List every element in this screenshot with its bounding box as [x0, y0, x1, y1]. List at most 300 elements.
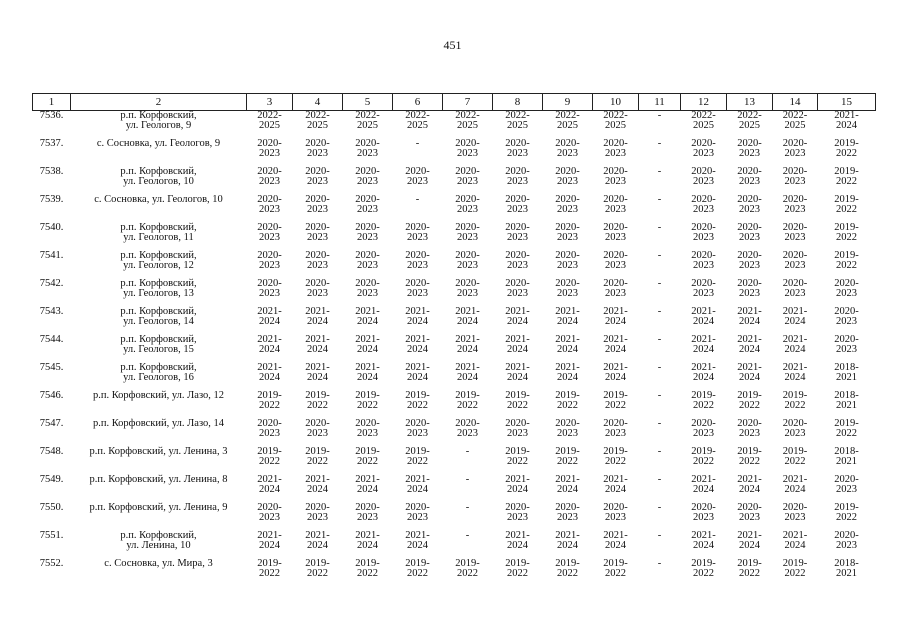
period-cell	[247, 447, 293, 475]
period-end: 2024	[407, 344, 428, 355]
period-start: 2021-	[505, 530, 530, 541]
period-start: 2020-	[505, 222, 530, 233]
period-start: 2022-	[455, 110, 480, 121]
period-end: 2023	[307, 148, 328, 159]
period-cell	[247, 111, 293, 140]
period-cell	[543, 475, 593, 503]
period-end: 2023	[259, 428, 280, 439]
period-end: 2024	[507, 372, 528, 383]
address-line: р.п. Корфовский,	[120, 110, 197, 121]
period-start: 2020-	[691, 138, 716, 149]
period-cell	[393, 391, 443, 419]
period-start: 2019-	[603, 390, 628, 401]
period-start: 2019-	[691, 390, 716, 401]
period-cell	[773, 391, 818, 419]
period-cell	[543, 251, 593, 279]
period-cell	[343, 531, 393, 559]
period-cell	[247, 475, 293, 503]
period-start: 2020-	[555, 166, 580, 177]
period-start: 2021-	[782, 474, 808, 485]
period-start: 2019-	[555, 390, 580, 401]
period-cell	[681, 223, 727, 251]
period-start: 2020-	[691, 418, 716, 429]
period-cell	[343, 419, 393, 447]
period-cell	[727, 531, 773, 559]
period-cell	[818, 279, 876, 307]
address-line: ул. Геологов, 12	[123, 260, 194, 271]
period-end: 2024	[507, 540, 528, 551]
period-start: 2020-	[455, 222, 480, 233]
period-cell	[393, 531, 443, 559]
period-cell	[773, 447, 818, 475]
period-end: 2024	[357, 316, 378, 327]
table-row	[33, 139, 876, 167]
period-start: 2020-	[782, 138, 808, 149]
period-cell	[818, 363, 876, 391]
address-line: с. Сосновка, ул. Геологов, 10	[94, 194, 223, 205]
period-end: 2023	[357, 232, 378, 243]
period-cell	[543, 335, 593, 363]
period-start: 2019-	[257, 558, 282, 569]
row-number: 7547.	[39, 418, 64, 429]
period-end: 2023	[357, 204, 378, 215]
row-number: 7550.	[39, 502, 64, 513]
period-end: 2024	[307, 540, 328, 551]
period-end: 2023	[605, 176, 626, 187]
period-end: 2023	[739, 260, 760, 271]
period-cell	[393, 475, 443, 503]
table-row	[33, 223, 876, 251]
period-start: 2020-	[455, 278, 480, 289]
period-start: 2020-	[691, 166, 716, 177]
period-end: 2022	[407, 400, 428, 411]
period-cell	[293, 111, 343, 140]
period-cell	[443, 419, 493, 447]
address-line: ул. Ленина, 10	[126, 540, 191, 551]
period-start: 2020-	[603, 278, 628, 289]
period-start: 2020-	[355, 166, 380, 177]
address-line: р.п. Корфовский,	[120, 362, 197, 373]
period-start: 2020-	[355, 138, 380, 149]
period-start: 2020-	[505, 250, 530, 261]
period-cell: -	[657, 530, 662, 541]
period-cell: -	[657, 558, 662, 569]
period-cell	[343, 559, 393, 587]
period-end: 2024	[307, 484, 328, 495]
table-row	[33, 363, 876, 391]
period-end: 2024	[784, 316, 806, 327]
period-end: 2021	[836, 372, 857, 383]
period-cell	[543, 531, 593, 559]
period-cell	[293, 223, 343, 251]
period-end: 2024	[307, 344, 328, 355]
period-end: 2023	[407, 232, 428, 243]
period-end: 2023	[739, 232, 760, 243]
period-cell	[443, 251, 493, 279]
period-cell	[543, 363, 593, 391]
period-start: 2020-	[782, 418, 808, 429]
period-start: 2021-	[737, 362, 762, 373]
address-line: р.п. Корфовский, ул. Лазо, 12	[92, 390, 225, 401]
row-number: 7536.	[39, 110, 64, 121]
period-end: 2023	[693, 288, 714, 299]
period-start: 2020-	[355, 278, 380, 289]
period-end: 2022	[407, 568, 428, 579]
period-end: 2025	[557, 120, 578, 131]
period-cell	[543, 559, 593, 587]
period-end: 2023	[784, 288, 806, 299]
period-start: 2021-	[834, 110, 859, 121]
period-cell	[393, 167, 443, 195]
period-start: 2018-	[834, 558, 859, 569]
period-start: 2020-	[305, 222, 330, 233]
address-cell	[71, 447, 247, 475]
period-start: 2020-	[782, 166, 808, 177]
address-line: р.п. Корфовский,	[120, 334, 197, 345]
period-end: 2025	[457, 120, 478, 131]
period-cell	[818, 111, 876, 140]
period-cell: -	[657, 446, 662, 457]
period-end: 2023	[259, 288, 280, 299]
period-end: 2024	[605, 316, 626, 327]
period-end: 2023	[557, 428, 578, 439]
period-cell	[293, 335, 343, 363]
address-line: ул. Геологов, 13	[123, 288, 194, 299]
period-start: 2019-	[355, 390, 380, 401]
period-cell	[393, 223, 443, 251]
period-cell	[293, 251, 343, 279]
address-line: р.п. Корфовский, ул. Ленина, 9	[89, 502, 228, 513]
repair-schedule-table	[32, 93, 876, 587]
period-cell	[393, 447, 443, 475]
period-cell	[543, 167, 593, 195]
period-end: 2024	[407, 540, 428, 551]
period-cell	[443, 307, 493, 335]
period-end: 2024	[357, 372, 378, 383]
period-end: 2023	[693, 148, 714, 159]
period-end: 2022	[693, 456, 714, 467]
period-cell	[393, 279, 443, 307]
period-cell	[493, 251, 543, 279]
period-start: 2021-	[305, 530, 330, 541]
period-start: 2020-	[405, 278, 430, 289]
period-start: 2019-	[834, 250, 859, 261]
period-end: 2024	[784, 484, 806, 495]
period-start: 2019-	[305, 390, 330, 401]
row-number: 7546.	[39, 390, 64, 401]
address-line: с. Сосновка, ул. Геологов, 9	[96, 138, 221, 149]
period-start: 2020-	[505, 278, 530, 289]
period-end: 2023	[307, 288, 328, 299]
period-cell	[247, 503, 293, 531]
period-start: 2020-	[834, 334, 859, 345]
period-cell	[443, 335, 493, 363]
period-end: 2023	[307, 232, 328, 243]
period-start: 2020-	[305, 138, 330, 149]
table-row	[33, 447, 876, 475]
period-end: 2022	[557, 456, 578, 467]
period-end: 2023	[784, 204, 806, 215]
period-cell	[443, 279, 493, 307]
period-end: 2023	[739, 148, 760, 159]
period-start: 2020-	[257, 166, 282, 177]
period-cell	[727, 419, 773, 447]
period-end: 2023	[457, 428, 478, 439]
period-end: 2023	[507, 204, 528, 215]
period-start: 2021-	[782, 334, 808, 345]
period-end: 2024	[693, 540, 714, 551]
period-cell	[343, 475, 393, 503]
period-cell	[493, 139, 543, 167]
period-start: 2020-	[737, 502, 762, 513]
period-start: 2020-	[603, 138, 628, 149]
period-cell	[727, 167, 773, 195]
period-cell: -	[657, 222, 662, 233]
period-cell	[343, 279, 393, 307]
period-start: 2019-	[505, 390, 530, 401]
period-cell: -	[465, 474, 470, 485]
address-line: р.п. Корфовский, ул. Ленина, 8	[89, 474, 228, 485]
period-end: 2023	[307, 512, 328, 523]
period-start: 2021-	[555, 474, 580, 485]
period-start: 2018-	[834, 446, 859, 457]
period-start: 2021-	[355, 474, 380, 485]
address-cell	[71, 531, 247, 559]
period-end: 2023	[557, 232, 578, 243]
period-end: 2021	[836, 568, 857, 579]
row-number: 7551.	[39, 530, 64, 541]
period-cell	[343, 363, 393, 391]
period-end: 2023	[457, 148, 478, 159]
row-number: 7542.	[39, 278, 64, 289]
period-end: 2022	[507, 568, 528, 579]
period-cell	[543, 279, 593, 307]
period-end: 2023	[259, 512, 280, 523]
table-row	[33, 531, 876, 559]
period-start: 2020-	[305, 502, 330, 513]
period-cell	[727, 335, 773, 363]
period-start: 2018-	[834, 362, 859, 373]
period-cell	[543, 391, 593, 419]
period-end: 2024	[557, 316, 578, 327]
period-cell	[727, 307, 773, 335]
period-start: 2021-	[355, 306, 380, 317]
column-header: 5	[343, 94, 393, 111]
period-cell: -	[465, 530, 470, 541]
period-start: 2018-	[834, 390, 859, 401]
period-cell	[593, 475, 639, 503]
period-start: 2021-	[782, 530, 808, 541]
row-number: 7548.	[39, 446, 64, 457]
period-start: 2019-	[782, 558, 808, 569]
period-end: 2025	[605, 120, 626, 131]
address-cell	[71, 391, 247, 419]
table-row	[33, 475, 876, 503]
period-end: 2023	[457, 260, 478, 271]
period-end: 2024	[739, 344, 760, 355]
period-start: 2021-	[455, 362, 480, 373]
period-end: 2024	[259, 316, 280, 327]
period-cell	[818, 447, 876, 475]
period-cell	[681, 419, 727, 447]
period-start: 2020-	[737, 250, 762, 261]
period-start: 2022-	[355, 110, 380, 121]
period-start: 2022-	[257, 110, 282, 121]
period-cell	[343, 167, 393, 195]
period-cell	[493, 447, 543, 475]
period-cell	[681, 279, 727, 307]
period-end: 2024	[557, 484, 578, 495]
period-cell	[343, 139, 393, 167]
address-line: р.п. Корфовский,	[120, 278, 197, 289]
period-start: 2020-	[257, 222, 282, 233]
period-cell	[681, 195, 727, 223]
period-cell	[293, 195, 343, 223]
period-start: 2019-	[603, 446, 628, 457]
period-cell	[681, 307, 727, 335]
page-number: 451	[443, 38, 462, 52]
table-row	[33, 419, 876, 447]
period-start: 2020-	[555, 502, 580, 513]
period-end: 2023	[605, 512, 626, 523]
period-start: 2021-	[782, 362, 808, 373]
period-cell	[493, 307, 543, 335]
period-start: 2022-	[555, 110, 580, 121]
period-start: 2020-	[603, 222, 628, 233]
period-end: 2022	[557, 400, 578, 411]
period-end: 2025	[307, 120, 328, 131]
period-end: 2024	[739, 540, 760, 551]
period-cell	[727, 475, 773, 503]
period-cell: -	[657, 110, 662, 121]
period-cell	[493, 335, 543, 363]
period-start: 2021-	[782, 306, 808, 317]
period-start: 2020-	[737, 222, 762, 233]
period-start: 2021-	[691, 474, 716, 485]
period-cell	[681, 503, 727, 531]
period-start: 2020-	[603, 418, 628, 429]
period-cell	[593, 139, 639, 167]
period-cell: -	[657, 334, 662, 345]
period-cell	[593, 111, 639, 140]
column-header: 11	[639, 94, 681, 111]
period-start: 2021-	[691, 362, 716, 373]
period-start: 2020-	[455, 418, 480, 429]
period-cell	[293, 419, 343, 447]
period-start: 2021-	[405, 362, 430, 373]
period-end: 2022	[259, 456, 280, 467]
period-end: 2023	[605, 260, 626, 271]
period-start: 2020-	[405, 222, 430, 233]
period-cell	[247, 279, 293, 307]
period-cell	[293, 279, 343, 307]
address-line: ул. Геологов, 10	[123, 176, 194, 187]
period-end: 2024	[605, 344, 626, 355]
column-header: 3	[247, 94, 293, 111]
period-start: 2020-	[455, 138, 480, 149]
address-cell	[71, 503, 247, 531]
period-start: 2021-	[455, 334, 480, 345]
period-start: 2021-	[691, 530, 716, 541]
period-end: 2022	[836, 512, 857, 523]
period-start: 2020-	[405, 418, 430, 429]
period-cell: -	[657, 138, 662, 149]
period-cell	[727, 503, 773, 531]
period-cell	[343, 195, 393, 223]
period-end: 2024	[739, 484, 760, 495]
period-end: 2024	[357, 540, 378, 551]
period-end: 2024	[357, 344, 378, 355]
address-cell	[71, 139, 247, 167]
period-start: 2019-	[737, 446, 762, 457]
period-start: 2020-	[834, 306, 859, 317]
period-end: 2025	[693, 120, 714, 131]
period-end: 2023	[784, 260, 806, 271]
period-cell	[818, 167, 876, 195]
period-end: 2023	[605, 232, 626, 243]
period-end: 2023	[784, 176, 806, 187]
period-end: 2024	[357, 484, 378, 495]
period-end: 2023	[457, 204, 478, 215]
address-line: ул. Геологов, 9	[125, 120, 192, 131]
period-start: 2021-	[355, 530, 380, 541]
period-cell	[393, 363, 443, 391]
column-header: 2	[71, 94, 247, 111]
period-end: 2023	[739, 204, 760, 215]
period-cell	[818, 139, 876, 167]
period-end: 2023	[507, 232, 528, 243]
address-line: р.п. Корфовский,	[120, 530, 197, 541]
period-cell	[293, 503, 343, 531]
period-end: 2023	[693, 232, 714, 243]
column-header: 13	[727, 94, 773, 111]
period-start: 2020-	[257, 418, 282, 429]
period-cell	[773, 195, 818, 223]
period-cell	[393, 503, 443, 531]
period-cell	[443, 195, 493, 223]
period-cell	[247, 139, 293, 167]
period-start: 2020-	[455, 166, 480, 177]
period-cell: -	[465, 446, 470, 457]
period-start: 2021-	[305, 474, 330, 485]
period-cell	[493, 223, 543, 251]
period-end: 2025	[784, 120, 806, 131]
period-end: 2022	[836, 428, 857, 439]
address-cell	[71, 363, 247, 391]
table-row	[33, 335, 876, 363]
period-start: 2020-	[737, 418, 762, 429]
period-cell: -	[657, 502, 662, 513]
period-end: 2023	[605, 428, 626, 439]
period-start: 2021-	[555, 334, 580, 345]
period-cell: -	[657, 278, 662, 289]
period-start: 2021-	[603, 334, 628, 345]
period-start: 2021-	[405, 530, 430, 541]
period-start: 2020-	[505, 418, 530, 429]
period-cell	[543, 447, 593, 475]
period-cell	[493, 419, 543, 447]
period-cell	[343, 391, 393, 419]
period-cell: -	[657, 362, 662, 373]
period-cell	[681, 391, 727, 419]
period-end: 2022	[357, 568, 378, 579]
period-cell	[727, 139, 773, 167]
period-end: 2022	[357, 400, 378, 411]
period-cell	[773, 475, 818, 503]
period-start: 2020-	[257, 250, 282, 261]
period-start: 2022-	[505, 110, 530, 121]
period-start: 2021-	[405, 306, 430, 317]
